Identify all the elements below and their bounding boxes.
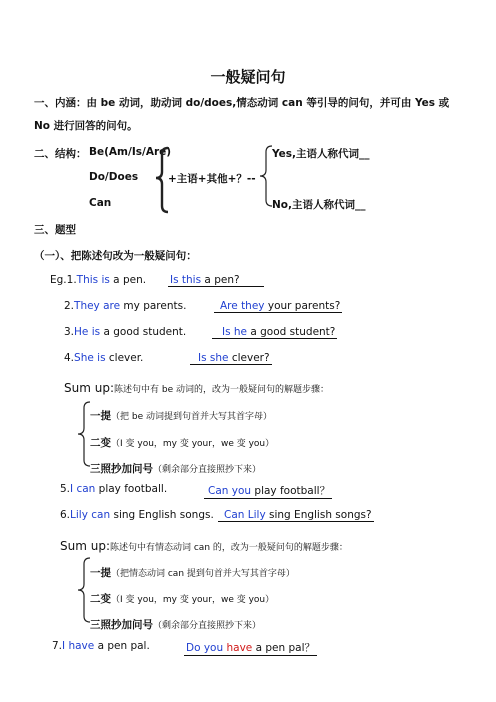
example-subject: She is bbox=[74, 352, 106, 364]
answer-rest: play football？ bbox=[251, 485, 331, 497]
example-subject: I have bbox=[62, 640, 95, 652]
answer-verb-subject: Is this bbox=[170, 274, 202, 286]
example-subject: This is bbox=[76, 274, 110, 286]
sum-up-text: 陈述句中有情态动词 can 的，改为一般疑问句的解题步骤： bbox=[110, 543, 348, 553]
example-rest: a pen. bbox=[109, 274, 147, 286]
example-number: 4. bbox=[64, 352, 75, 364]
example-subject: I can bbox=[70, 483, 96, 495]
definition-line-2: No 进行回答的问句。 bbox=[34, 120, 138, 132]
step-2-change: 二变（I 变 you，my 变 your，we 变 you） bbox=[90, 437, 275, 449]
answer-aux-subject: Do you bbox=[186, 642, 224, 654]
example-rest: a good student. bbox=[100, 326, 187, 338]
answer-rest: your parents? bbox=[264, 300, 341, 312]
example-number: 7. bbox=[52, 640, 63, 652]
step-3-copy: 三照抄加问号（剩余部分直接照抄下来） bbox=[90, 619, 262, 631]
example-rest: sing English songs. bbox=[110, 509, 214, 521]
step-2-change: 二变（I 变 you，my 变 your，we 变 you） bbox=[90, 593, 275, 605]
example-number: 5. bbox=[60, 483, 71, 495]
question-types-label: 三、题型 bbox=[34, 224, 76, 236]
example-subject: He is bbox=[74, 326, 101, 338]
answer-verb-subject: Is he bbox=[222, 326, 248, 338]
answer-verb-subject: Are they bbox=[220, 300, 265, 312]
example-rest: a pen pal. bbox=[94, 640, 150, 652]
starter-be: Be(Am/Is/Are) bbox=[89, 146, 172, 158]
answer-7 bbox=[184, 640, 317, 656]
example-subject: They are bbox=[74, 300, 121, 312]
answer-yes: Yes,主语人称代词__ bbox=[272, 148, 370, 160]
example-rest: clever. bbox=[105, 352, 144, 364]
example-subject: Lily can bbox=[70, 509, 111, 521]
page-title: 一般疑问句 bbox=[210, 68, 286, 86]
starter-do: Do/Does bbox=[89, 171, 139, 183]
answer-rest: sing English songs? bbox=[265, 509, 372, 521]
example-number: Eg.1. bbox=[50, 274, 77, 286]
starter-can: Can bbox=[89, 197, 112, 209]
structure-label: 二、结构： bbox=[34, 148, 87, 160]
sum-up-head: Sum up: bbox=[60, 539, 110, 553]
example-rest: my parents. bbox=[120, 300, 187, 312]
structure-middle: +主语+其他+？-- bbox=[168, 173, 256, 185]
step-3-copy: 三照抄加问号（剩余部分直接照抄下来） bbox=[90, 463, 262, 475]
answer-verb-subject: Can you bbox=[208, 485, 252, 497]
answer-no: No,主语人称代词__ bbox=[272, 199, 366, 211]
subsection-1-heading: （一）、把陈述句改为一般疑问句： bbox=[34, 250, 197, 262]
sum-up-text: 陈述句中有 be 动词的，改为一般疑问句的解题步骤： bbox=[114, 385, 329, 395]
answer-rest: a pen pal？ bbox=[252, 642, 315, 654]
definition-line-1: 一、内涵：由 be 动词，助动词 do/does,情态动词 can 等引导的问句，并可由 Yes 或 bbox=[34, 97, 450, 109]
answer-verb: have bbox=[223, 642, 253, 654]
answer-verb-subject: Can Lily bbox=[224, 509, 266, 521]
answer-rest: a good student? bbox=[247, 326, 336, 338]
step-1-extract: 一提（把 be 动词提到句首并大写其首字母） bbox=[90, 410, 272, 422]
answer-rest: a pen? bbox=[201, 274, 240, 286]
example-number: 6. bbox=[60, 509, 71, 521]
example-7 bbox=[52, 640, 150, 652]
example-number: 3. bbox=[64, 326, 75, 338]
example-number: 2. bbox=[64, 300, 75, 312]
sum-up-head: Sum up: bbox=[64, 381, 114, 395]
answer-rest: clever? bbox=[228, 352, 270, 364]
example-rest: play football. bbox=[95, 483, 168, 495]
answer-verb-subject: Is she bbox=[198, 352, 229, 364]
step-1-extract: 一提（把情态动词 can 提到句首并大写其首字母） bbox=[90, 567, 295, 579]
